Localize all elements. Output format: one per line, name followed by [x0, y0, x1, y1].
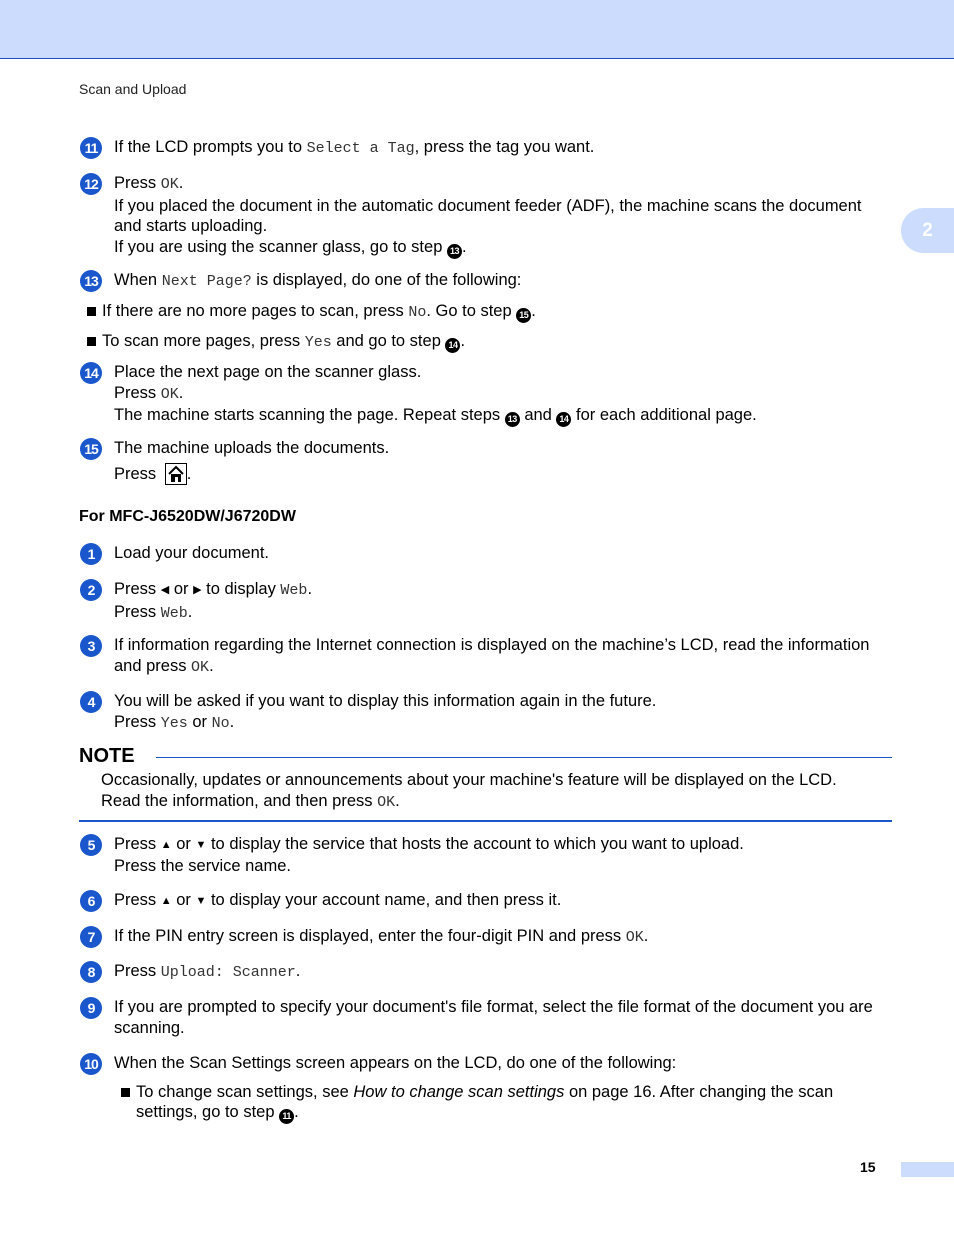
lcd-text: OK	[625, 929, 644, 946]
step-text: .	[295, 962, 301, 980]
step-number: 8	[80, 961, 102, 983]
step-number: 10	[80, 1053, 102, 1075]
step-text: The machine starts scanning the page. Repeat steps	[114, 406, 505, 424]
lcd-text: Yes	[304, 334, 332, 351]
bullet-text: .	[294, 1103, 299, 1121]
step-number: 11	[80, 137, 102, 159]
step-ref: 13	[505, 412, 520, 427]
step-text: Press	[114, 602, 161, 621]
header-band	[0, 0, 954, 59]
step-text: If information regarding the Internet connection is displayed on the machine’s LCD, read the information and press	[114, 636, 870, 675]
step-9	[80, 997, 892, 1038]
bullet-text: If there are no more pages to scan, press	[102, 301, 409, 320]
bullet-item	[120, 1082, 892, 1125]
note-body	[101, 770, 891, 813]
step-text: If the PIN entry screen is displayed, enter the four-digit PIN and press	[114, 927, 626, 945]
step-5	[80, 834, 892, 876]
step-13	[80, 270, 892, 354]
step-ref: 14	[445, 338, 460, 353]
page-number: 15	[860, 1159, 876, 1175]
step-text: or	[171, 835, 196, 853]
lcd-text: Web	[280, 582, 308, 599]
step-number: 9	[80, 997, 102, 1019]
step-text: You will be asked if you want to display this information again in the future.	[114, 692, 657, 710]
step-number: 14	[80, 362, 102, 384]
step-7	[80, 926, 892, 949]
step-text: .	[178, 174, 184, 192]
up-arrow-icon: ▲	[160, 839, 172, 851]
step-text: .	[307, 580, 313, 598]
step-14	[80, 362, 892, 427]
step-text: Press	[114, 891, 161, 909]
step-text: Press the service name.	[114, 856, 291, 875]
step-number: 4	[80, 691, 102, 713]
step-8	[80, 961, 892, 984]
lcd-text: No	[408, 303, 427, 321]
step-text: Press	[114, 174, 161, 192]
bullet-text: on page 16. After changing the scan settings, go to step	[136, 1082, 834, 1121]
step-text: The machine uploads the documents.	[114, 439, 390, 457]
step-text: Place the next page on the scanner glass.	[114, 363, 422, 381]
step-text: .	[186, 464, 192, 483]
step-number: 1	[80, 543, 102, 565]
step-text: Press	[114, 712, 161, 731]
step-text: is displayed, do one of the following:	[251, 271, 522, 289]
bullet-text: To change scan settings, see	[136, 1082, 354, 1101]
step-ref: 15	[516, 308, 531, 323]
step-10	[80, 1053, 892, 1124]
step-text: Press	[114, 383, 161, 402]
lcd-text: Next Page?	[161, 273, 252, 290]
step-text: to display	[201, 580, 281, 598]
lcd-text: No	[211, 714, 230, 732]
step-number: 15	[80, 438, 102, 460]
step-text: .	[229, 712, 235, 731]
step-text: to display the service that hosts the account to which you want to upload.	[206, 835, 744, 853]
lcd-text: Upload: Scanner	[160, 964, 296, 981]
bullet-item	[86, 301, 892, 324]
step-number: 3	[80, 635, 102, 657]
note-text: Occasionally, updates or announcements about your machine's feature will be displayed on the LCD.	[101, 771, 837, 789]
bullet-item	[86, 331, 892, 354]
running-header: Scan and Upload	[79, 81, 187, 97]
step-15	[80, 438, 892, 485]
lcd-text: OK	[160, 385, 179, 403]
lcd-text: OK	[160, 176, 179, 193]
step-text: Press	[114, 464, 161, 483]
step-number: 2	[80, 579, 102, 601]
bullet-text: To scan more pages, press	[102, 332, 305, 350]
step-ref: 14	[556, 412, 571, 427]
bullet-text: . Go to step	[426, 301, 517, 320]
step-number: 12	[80, 173, 102, 195]
step-text: Load your document.	[114, 544, 270, 562]
step-text: Press	[114, 580, 161, 598]
step-3	[80, 635, 892, 678]
step-ref: 13	[447, 244, 462, 259]
note-title: NOTE	[79, 745, 135, 767]
step-text: to display your account name, and then press it.	[206, 891, 562, 909]
step-number: 13	[80, 270, 102, 292]
note-bottom-rule	[79, 820, 892, 822]
step-text: and	[519, 406, 557, 424]
chapter-tab: 2	[901, 208, 954, 253]
step-text: for each additional page.	[571, 406, 757, 424]
bullet-text: and go to step	[331, 332, 446, 350]
step-text: Press	[114, 835, 161, 853]
step-number: 5	[80, 834, 102, 856]
step-1	[80, 543, 892, 564]
note-divider	[156, 757, 892, 758]
lcd-text: Web	[160, 604, 188, 622]
step-text: If you are using the scanner glass, go to step	[114, 237, 447, 256]
note-text: Read the information, and then press	[101, 791, 378, 810]
step-text: or	[171, 891, 196, 909]
home-icon	[165, 463, 187, 485]
cross-reference: How to change scan settings	[353, 1082, 565, 1101]
step-number: 6	[80, 890, 102, 912]
step-text: When the Scan Settings screen appears on the LCD, do one of the following:	[114, 1054, 677, 1072]
step-text: If you are prompted to specify your document's file format, select the file format of the document you are scanning.	[114, 998, 873, 1037]
bullet-text: .	[460, 332, 466, 350]
step-text: .	[187, 602, 193, 621]
step-text: .	[178, 383, 184, 402]
step-text: When	[114, 271, 162, 289]
down-arrow-icon: ▼	[195, 839, 207, 851]
right-arrow-icon: ▶	[193, 584, 202, 596]
step-12	[80, 173, 892, 259]
lcd-text: OK	[377, 793, 396, 811]
note-text: .	[395, 791, 400, 810]
up-arrow-icon: ▲	[160, 895, 172, 907]
step-text: .	[643, 927, 649, 945]
step-text: Press	[114, 962, 161, 980]
step-number: 7	[80, 926, 102, 948]
step-text: .	[461, 237, 467, 256]
step-2	[80, 579, 892, 624]
lcd-text: Yes	[160, 714, 188, 732]
step-11	[80, 137, 892, 160]
section-heading: For MFC-J6520DW/J6720DW	[79, 508, 296, 525]
bullet-text: .	[531, 301, 536, 320]
step-6	[80, 890, 892, 912]
lcd-text: OK	[191, 658, 210, 676]
footer-band	[901, 1162, 954, 1177]
step-text: .	[209, 656, 214, 675]
step-text: or	[187, 712, 212, 731]
left-arrow-icon: ◀	[160, 584, 170, 596]
step-text: If you placed the document in the automatic document feeder (ADF), the machine scans the document and starts uploading.	[114, 196, 862, 235]
step-4	[80, 691, 892, 734]
step-ref: 11	[279, 1109, 294, 1124]
down-arrow-icon: ▼	[195, 895, 207, 907]
step-text: or	[169, 580, 194, 598]
lcd-text: Select a Tag	[306, 140, 415, 157]
step-text: , press the tag you want.	[414, 138, 595, 156]
step-text: If the LCD prompts you to	[114, 138, 307, 156]
